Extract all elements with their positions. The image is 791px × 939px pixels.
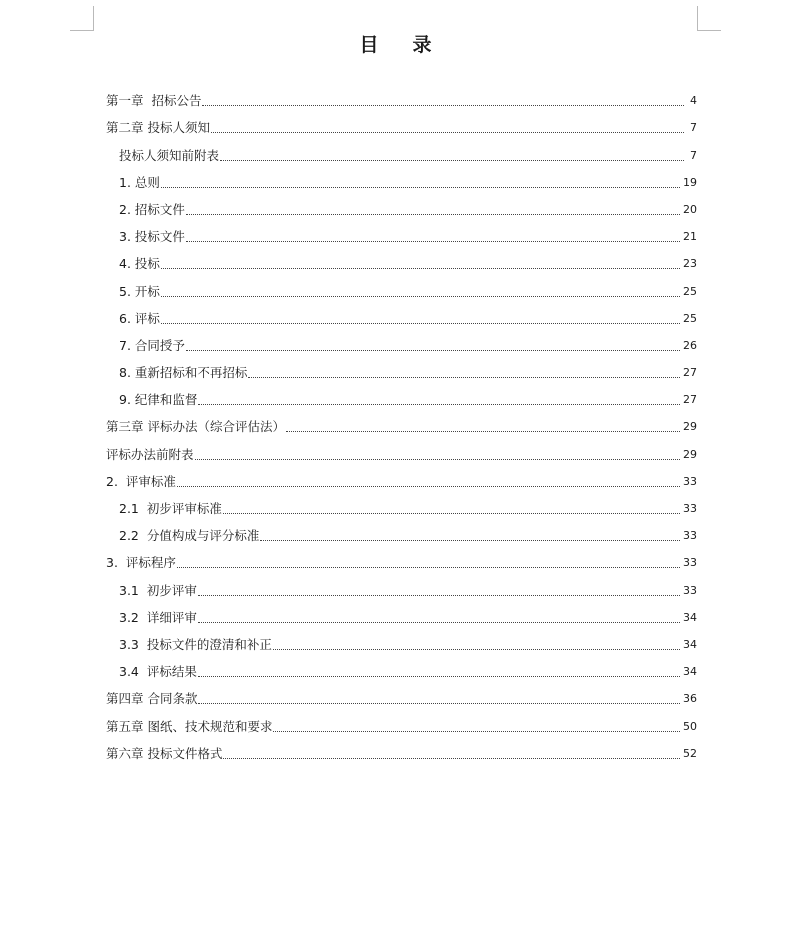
toc-dot-leader [177,486,680,487]
toc-dot-leader [220,160,684,161]
toc-page-number: 33 [683,529,697,543]
toc-dot-leader [286,431,680,432]
toc-entry[interactable] [106,464,697,491]
toc-dot-leader [195,459,680,460]
toc-entry-title: 2. 招标文件 [119,201,185,217]
toc-entry[interactable] [106,219,697,246]
crop-mark-top-right-vertical [697,6,698,30]
toc-entry-title: 第四章 合同条款 [106,691,198,707]
toc-dot-leader [186,350,680,351]
toc-page-number: 50 [683,719,697,733]
toc-dot-leader [260,540,680,541]
toc-entry[interactable] [106,110,697,137]
toc-page-number: 27 [683,366,697,380]
toc-dot-leader [223,758,680,759]
toc-page-number: 27 [683,393,697,407]
toc-dot-leader [177,567,680,568]
toc-entry-title: 1. 总则 [119,174,160,190]
toc-entry-title: 3. 投标文件 [119,229,185,245]
toc-page-number: 33 [683,583,697,597]
toc-page-number: 7 [690,121,697,135]
toc-dot-leader [161,323,680,324]
toc-entry[interactable] [106,545,697,572]
toc-page-number: 52 [683,746,697,760]
toc-entry-title: 3.1 初步评审 [119,582,197,598]
table-of-contents [106,83,697,763]
toc-page-number: 4 [690,94,697,108]
toc-entry[interactable] [106,600,697,627]
toc-dot-leader [273,649,680,650]
toc-page-number: 29 [683,447,697,461]
toc-dot-leader [161,187,680,188]
toc-page-number: 19 [683,175,697,189]
toc-entry-title: 第三章 评标办法（综合评估法） [106,419,285,435]
toc-page-number: 33 [683,502,697,515]
toc-page-number: 36 [683,692,697,706]
toc-entry[interactable] [106,518,697,545]
toc-entry[interactable] [106,328,697,355]
toc-entry-title: 2.2 分值构成与评分标准 [119,528,260,544]
toc-entry[interactable] [106,436,697,463]
toc-entry[interactable] [106,192,697,219]
toc-page-number: 33 [683,556,697,570]
toc-entry-title: 第二章 投标人须知 [106,120,210,136]
toc-entry[interactable] [106,627,697,654]
toc-entry[interactable] [106,137,697,164]
toc-entry-title: 3.2 详细评审 [119,609,197,625]
toc-entry[interactable] [106,491,697,518]
toc-entry-title: 第六章 投标文件格式 [106,745,223,761]
toc-dot-leader [198,676,680,677]
toc-entry[interactable] [106,355,697,382]
toc-entry-title: 第一章 招标公告 [106,93,202,109]
toc-entry-title: 5. 开标 [119,283,160,299]
toc-page-number: 25 [683,311,697,325]
toc-page-number: 20 [683,202,697,216]
toc-entry-title: 9. 纪律和监督 [119,392,198,408]
toc-dot-leader [198,703,680,704]
toc-dot-leader [248,377,680,378]
toc-entry[interactable] [106,301,697,328]
toc-entry-title: 8. 重新招标和不再招标 [119,365,248,381]
toc-entry-title: 3.4 评标结果 [119,664,197,680]
toc-entry[interactable] [106,382,697,409]
toc-page-number: 23 [683,257,697,271]
toc-page-number: 34 [683,637,697,651]
toc-entry-title: 2. 评审标准 [106,473,176,489]
toc-dot-leader [202,105,684,106]
toc-entry-title: 2.1 初步评审标准 [119,501,222,516]
toc-entry[interactable] [106,83,697,110]
toc-page-number: 34 [683,665,697,679]
toc-dot-leader [223,513,680,514]
toc-entry[interactable] [106,246,697,273]
toc-dot-leader [186,214,680,215]
toc-entry[interactable] [106,572,697,599]
toc-entry[interactable] [106,736,697,763]
toc-entry[interactable] [106,708,697,735]
toc-dot-leader [273,731,680,732]
toc-entry-title: 第五章 图纸、技术规范和要求 [106,718,273,734]
toc-page-number: 7 [690,148,697,162]
toc-entry[interactable] [106,165,697,192]
toc-title: 目录 [359,34,466,56]
toc-entry[interactable] [106,273,697,300]
toc-page-number: 21 [683,230,697,244]
toc-entry[interactable] [106,681,697,708]
toc-dot-leader [198,595,680,596]
toc-entry[interactable] [106,409,697,436]
toc-page-number: 34 [683,610,697,624]
toc-dot-leader [198,404,680,405]
toc-dot-leader [198,622,680,623]
toc-dot-leader [211,132,684,133]
toc-dot-leader [161,268,680,269]
toc-entry-title: 投标人须知前附表 [119,147,220,163]
toc-page-number: 25 [683,284,697,298]
toc-entry-title: 4. 投标 [119,256,160,272]
toc-entry-title: 3.3 投标文件的澄清和补正 [119,636,272,652]
toc-page-number: 33 [683,474,697,488]
crop-mark-top-left-vertical [93,6,94,30]
toc-page-number: 26 [683,338,697,352]
toc-entry[interactable] [106,654,697,681]
toc-page-number: 29 [683,420,697,434]
toc-entry-title: 7. 合同授予 [119,337,185,353]
toc-dot-leader [186,241,680,242]
toc-entry-title: 3. 评标程序 [106,555,176,571]
toc-entry-title: 评标办法前附表 [106,446,194,462]
toc-entry-title: 6. 评标 [119,310,160,326]
toc-dot-leader [161,296,680,297]
